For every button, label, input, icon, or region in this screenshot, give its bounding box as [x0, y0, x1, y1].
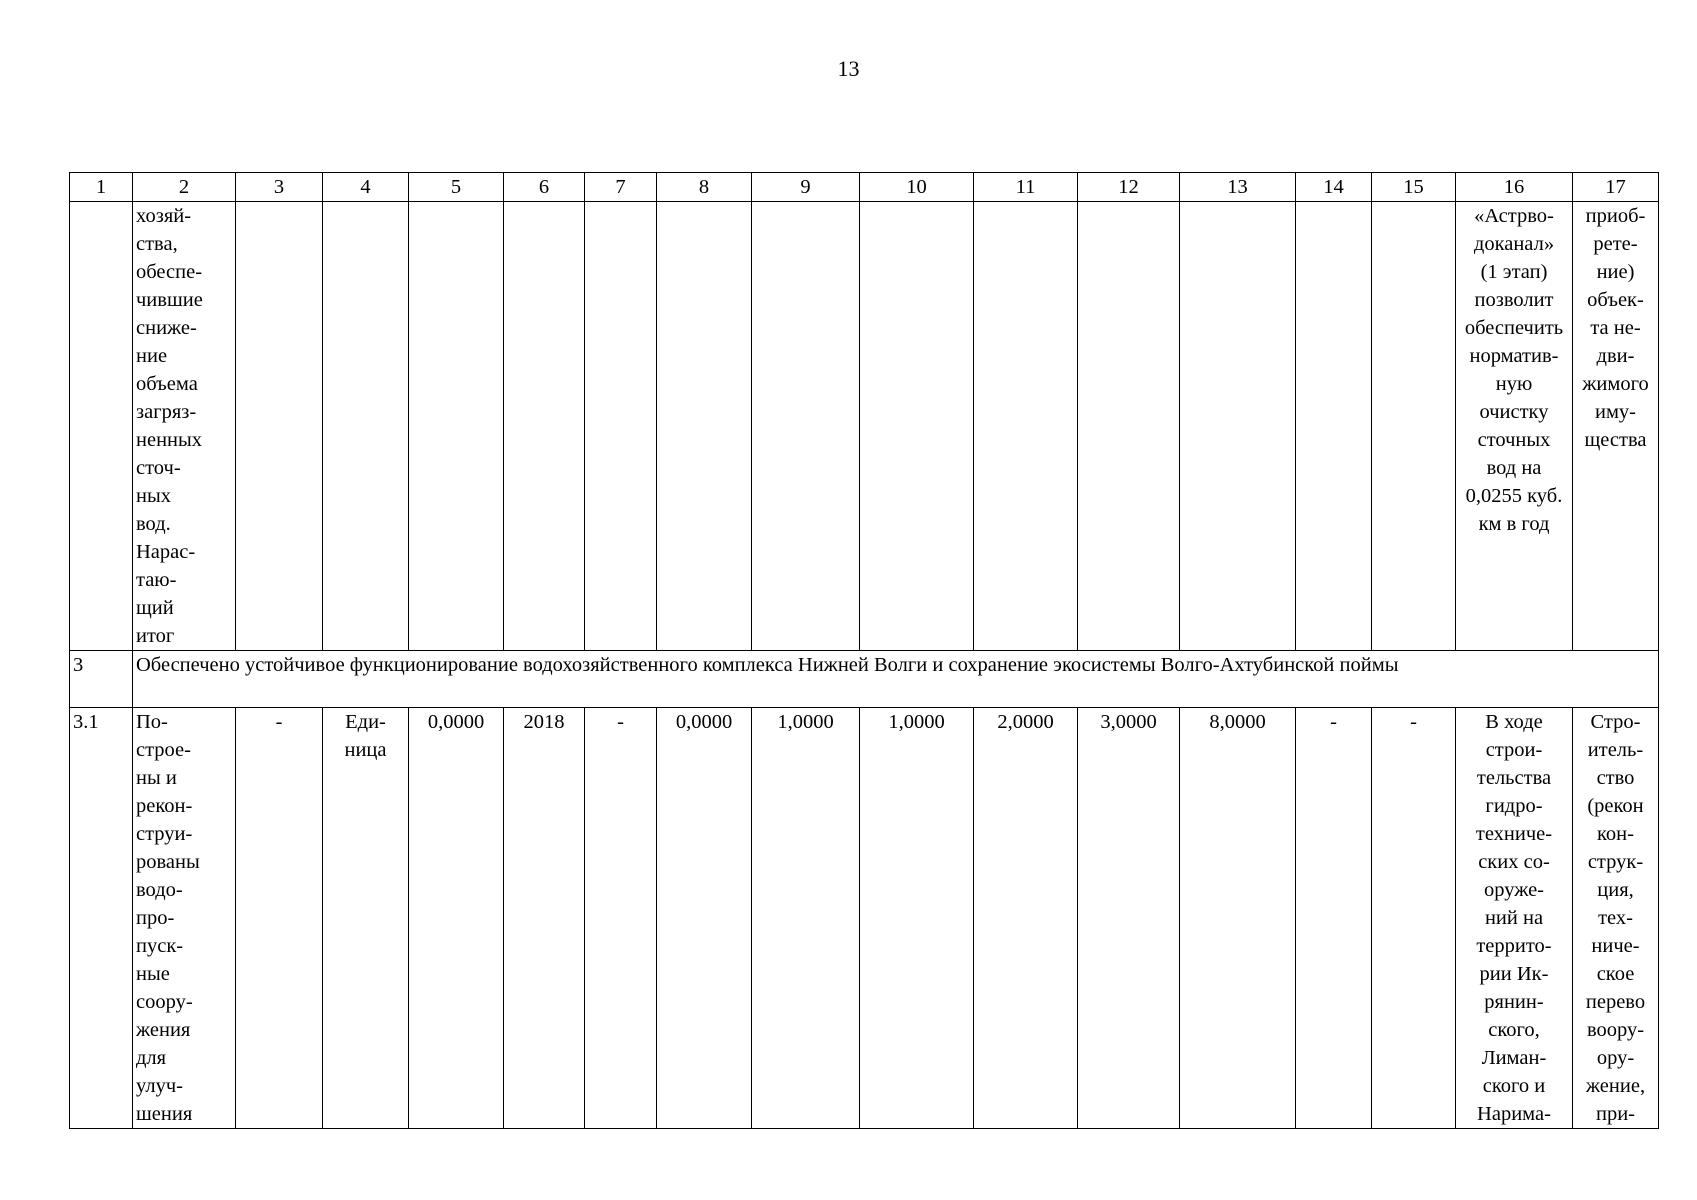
table-cell: 1,0000 — [752, 708, 860, 1129]
cell-line: «Астрво- — [1474, 205, 1554, 227]
table-cell — [323, 708, 409, 1129]
cell-line: норматив- — [1469, 345, 1559, 367]
table-cell — [974, 202, 1078, 651]
header-cell: 12 — [1078, 173, 1180, 202]
table-cell — [860, 202, 974, 651]
cell-line: техниче- — [1475, 823, 1553, 845]
header-cell: 14 — [1296, 173, 1372, 202]
table-cell — [409, 202, 504, 651]
table-cell — [1573, 708, 1659, 1129]
header-cell: 9 — [752, 173, 860, 202]
table-cell — [504, 202, 585, 651]
cell-line: иму- — [1594, 401, 1637, 423]
table-cell — [1180, 202, 1296, 651]
header-cell: 13 — [1180, 173, 1296, 202]
cell-line: загряз- — [136, 401, 197, 423]
header-cell: 1 — [70, 173, 133, 202]
cell-line: таю- — [136, 569, 177, 591]
cell-line: Нарас- — [136, 541, 196, 563]
cell-line: гидро- — [1485, 795, 1543, 817]
table-cell: 0,0000 — [409, 708, 504, 1129]
header-cell: 8 — [657, 173, 752, 202]
cell-line: ны и — [136, 767, 177, 789]
cell-line: ненных — [136, 429, 203, 451]
cell-line: улуч- — [136, 1075, 183, 1097]
header-cell: 17 — [1573, 173, 1659, 202]
table-cell: 2,0000 — [974, 708, 1078, 1129]
header-cell: 11 — [974, 173, 1078, 202]
cell-line: струк- — [1587, 851, 1644, 873]
table-cell — [657, 202, 752, 651]
cell-line: при- — [1595, 1103, 1636, 1125]
cell-line: объема — [136, 373, 198, 395]
table-cell: 1,0000 — [860, 708, 974, 1129]
cell-line: строи- — [1485, 739, 1543, 761]
cell-line: сниже- — [136, 317, 197, 339]
cell-line: водо- — [136, 879, 183, 901]
cell-line: ство — [1596, 767, 1635, 789]
section-number: 3 — [70, 651, 133, 708]
cell-line: перево — [1585, 991, 1646, 1013]
data-table — [69, 172, 1659, 1129]
cell-line: 0,0255 куб. — [1465, 485, 1563, 507]
table-cell — [323, 202, 409, 651]
cell-line: сточ- — [136, 457, 181, 479]
cell-line: км в год — [1478, 513, 1550, 535]
cell-line: итог — [136, 625, 175, 647]
cell-line: про- — [136, 907, 175, 929]
cell-line: ную — [1495, 373, 1533, 395]
cell-line: рянин- — [1484, 991, 1544, 1013]
cell-line: рекон- — [136, 795, 193, 817]
cell-line: обеспечить — [1464, 317, 1564, 339]
cell-line: Нарима- — [1477, 1103, 1551, 1125]
cell-line: приоб- — [1585, 205, 1646, 227]
cell-line: шения — [136, 1103, 193, 1125]
header-cell: 2 — [133, 173, 236, 202]
cell-line: рованы — [136, 851, 200, 873]
header-cell: 16 — [1456, 173, 1573, 202]
cell-line: ниче- — [1591, 935, 1640, 957]
table-cell — [133, 202, 236, 651]
cell-line: щества — [1584, 429, 1647, 451]
table-cell — [133, 708, 236, 1129]
cell-line: ских со- — [1478, 851, 1550, 873]
header-cell: 7 — [585, 173, 657, 202]
cell-line: дви- — [1596, 345, 1635, 367]
table-cell — [70, 202, 133, 651]
cell-line: ору- — [1596, 1047, 1635, 1069]
table-cell — [1456, 202, 1573, 651]
cell-line: ское — [1596, 963, 1635, 985]
cell-line: рии Ик- — [1479, 963, 1549, 985]
cell-line: пуск- — [136, 935, 184, 957]
cell-line: ние — [136, 345, 168, 367]
table-cell — [1372, 202, 1456, 651]
cell-line: По- — [136, 711, 168, 733]
cell-line: ных — [136, 485, 171, 507]
table-header-row — [70, 173, 1659, 202]
header-cell: 5 — [409, 173, 504, 202]
table-row — [70, 651, 1659, 708]
header-cell: 10 — [860, 173, 974, 202]
cell-line: хозяй- — [136, 205, 192, 227]
cell-line: (рекон — [1587, 795, 1644, 817]
cell-line: Стро- — [1590, 711, 1641, 733]
table-cell — [585, 202, 657, 651]
cell-line: щий — [136, 597, 174, 619]
cell-line: жение, — [1585, 1075, 1646, 1097]
cell-line: ница — [344, 739, 387, 761]
cell-line: ства, — [136, 233, 178, 255]
cell-line: воору- — [1586, 1019, 1645, 1041]
table-cell — [752, 202, 860, 651]
cell-line: тельства — [1476, 767, 1552, 789]
header-cell: 15 — [1372, 173, 1456, 202]
table-cell — [1456, 708, 1573, 1129]
table-cell: 3,0000 — [1078, 708, 1180, 1129]
cell-line: итель- — [1587, 739, 1644, 761]
cell-line: кон- — [1597, 823, 1634, 845]
table-cell: - — [1296, 708, 1372, 1129]
table-cell: - — [1372, 708, 1456, 1129]
cell-line: вод на — [1486, 457, 1542, 479]
cell-line: тех- — [1598, 907, 1633, 929]
cell-line: жимого — [1582, 373, 1649, 395]
cell-line: объек- — [1587, 289, 1644, 311]
cell-line: очистку — [1479, 401, 1549, 423]
cell-line: ние) — [1596, 261, 1635, 283]
cell-line: террито- — [1476, 935, 1552, 957]
cell-line: ция, — [1597, 879, 1634, 901]
section-title: Обеспечено устойчивое функционирование водохозяйственного комплекса Нижней Волги и сохранение экосистемы Волго-Ахтубинской поймы — [133, 651, 1659, 708]
cell-line: доканал» — [1473, 233, 1555, 255]
table-cell: 8,0000 — [1180, 708, 1296, 1129]
cell-line: В ходе — [1485, 711, 1543, 733]
cell-line: та не- — [1590, 317, 1641, 339]
cell-line: обеспе- — [136, 261, 203, 283]
cell-line: жения — [136, 1019, 191, 1041]
cell-line: строе- — [136, 739, 191, 761]
cell-line: рете- — [1593, 233, 1638, 255]
table-cell: 2018 — [504, 708, 585, 1129]
cell-line: сточных — [1477, 429, 1551, 451]
header-cell: 4 — [323, 173, 409, 202]
table-cell: - — [585, 708, 657, 1129]
cell-line: оруже- — [1483, 879, 1545, 901]
header-cell: 3 — [236, 173, 323, 202]
cell-line: ний на — [1484, 907, 1544, 929]
page-number: 13 — [837, 56, 860, 81]
cell-line: Лиман- — [1481, 1047, 1547, 1069]
cell-line: соору- — [136, 991, 193, 1013]
header-cell: 6 — [504, 173, 585, 202]
cell-line: ные — [136, 963, 170, 985]
cell-line: ского, — [1488, 1019, 1540, 1041]
cell-line: (1 этап) — [1480, 261, 1548, 283]
table-row — [70, 202, 1659, 651]
cell-line: струи- — [136, 823, 193, 845]
table-cell — [1573, 202, 1659, 651]
table-cell — [1296, 202, 1372, 651]
table-cell — [236, 202, 323, 651]
cell-line: ского и — [1482, 1075, 1546, 1097]
table-cell — [1078, 202, 1180, 651]
cell-line: Еди- — [345, 711, 386, 733]
cell-line: чившие — [136, 289, 203, 311]
table-row — [70, 708, 1659, 1129]
cell-line: позволит — [1474, 289, 1554, 311]
cell-line: вод. — [136, 513, 171, 535]
cell-line: для — [136, 1047, 167, 1069]
table-cell: 3.1 — [70, 708, 133, 1129]
table-cell: - — [236, 708, 323, 1129]
table-cell: 0,0000 — [657, 708, 752, 1129]
